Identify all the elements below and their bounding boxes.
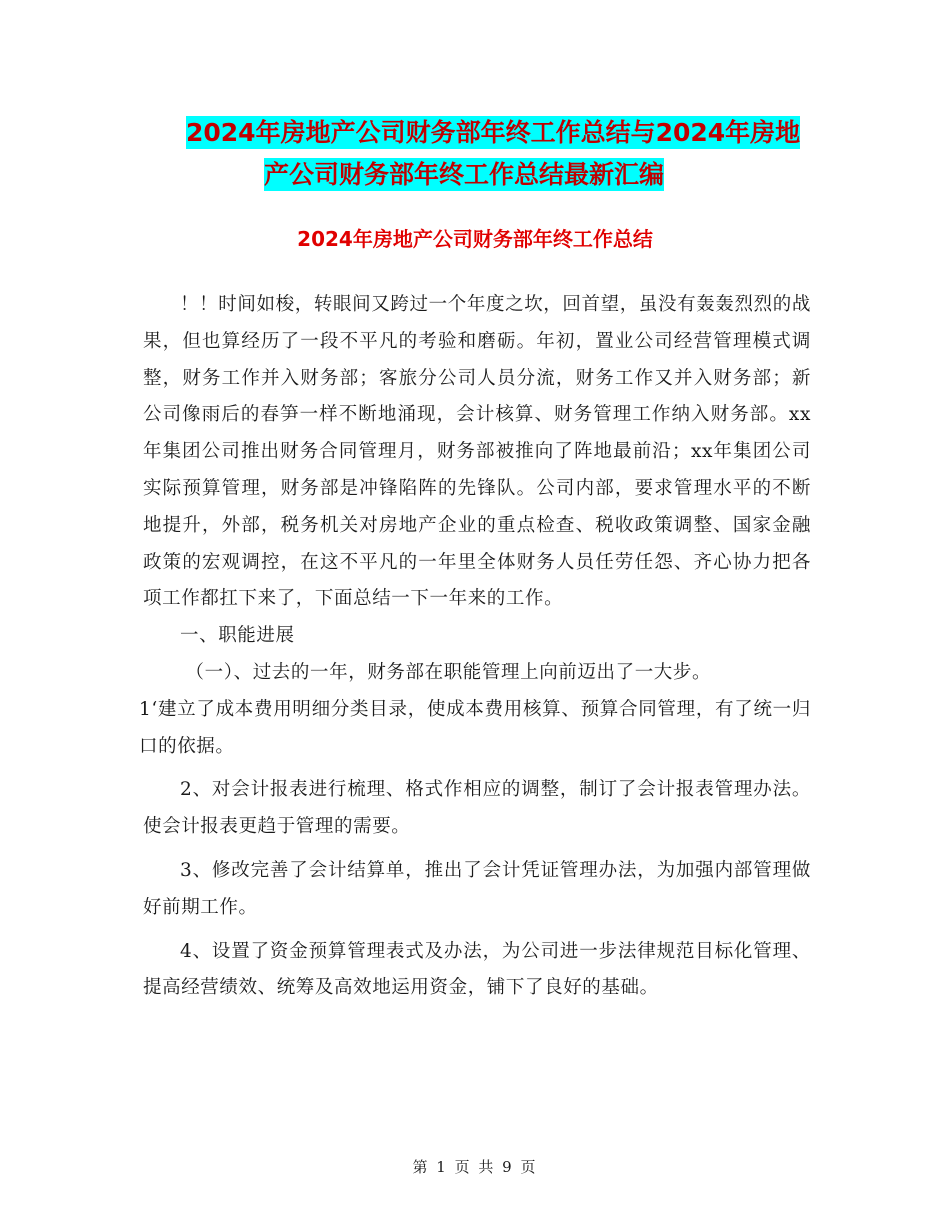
paragraph-subsection-1: （一）、过去的一年，财务部在职能管理上向前迈出了一大步。 bbox=[185, 661, 712, 683]
paragraph-intro: ！！时间如梭，转眼间又跨过一个年度之坎，回首望，虽没有轰轰烈烈的战果，但也算经历了一段不平凡的考验和磨砺。年初，置业公司经营管理模式调整，财务工作并入财务部；客旅分公司人员分流，财务工作又并入财务部；新公司像雨后的春笋一样不断地涌现，会计核算、财务管理工作纳入财务部。xx年集团公司推出财务合同管理月，财务部被推向了阵地最前沿；xx年集团公司实际预算管理，财务部是冲锋陷阵的先锋队。公司内部，要求管理水平的不断地提升，外部，税务机关对房地产企业的重点检查、税收政策调整、国家金融政策的宏观调控，在这不平凡的一年里全体财务人员任劳任怨、齐心协力把各项工作都扛下来了，下面总结一下一年来的工作。 bbox=[143, 294, 811, 610]
heading-functional-progress: 一、职能进展 bbox=[180, 625, 295, 647]
list-item-4: 4、设置了资金预算管理表式及办法，为公司进一步法律规范目标化管理、提高经营绩效、统筹及高效地运用资金，铺下了良好的基础。 bbox=[143, 940, 811, 999]
document-title bbox=[140, 112, 820, 196]
document-body bbox=[139, 287, 811, 1007]
list-item-1: 1‘建立了成本费用明细分类目录，使成本费用核算、预算合同管理，有了统一归口的依据。 bbox=[139, 698, 811, 757]
title-line-2: 产公司财务部年终工作总结最新汇编 bbox=[264, 160, 665, 189]
title-line-1: 2024年房地产公司财务部年终工作总结与2024年房地 bbox=[186, 118, 801, 147]
list-item-3: 3、修改完善了会计结算单，推出了会计凭证管理办法，为加强内部管理做好前期工作。 bbox=[143, 859, 811, 918]
section-title: 2024年房地产公司财务部年终工作总结 bbox=[297, 227, 653, 251]
page-footer: 第 1 页 共 9 页 bbox=[412, 1158, 538, 1176]
list-item-2: 2、对会计报表进行梳理、格式作相应的调整，制订了会计报表管理办法。使会计报表更趋于管理的需要。 bbox=[143, 779, 811, 838]
